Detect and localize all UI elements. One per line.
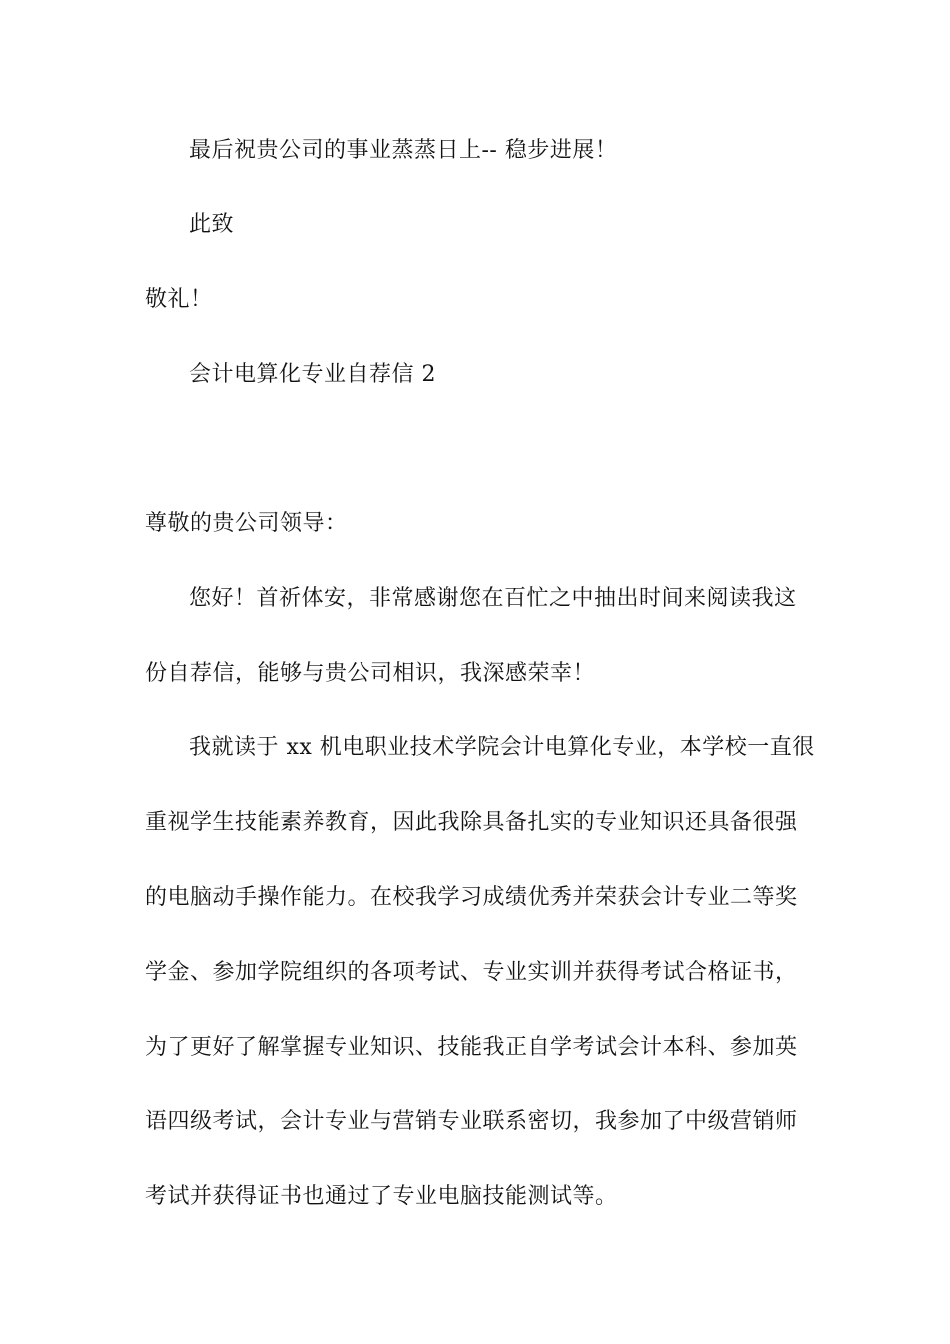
letter-heading: 会计电算化专业自荐信 2 xyxy=(189,362,436,387)
paragraph-line: 学金、参加学院组织的各项考试、专业实训并获得考试合格证书， xyxy=(145,960,798,985)
paragraph-line: 我就读于 xx 机电职业技术学院会计电算化专业，本学校一直很 xyxy=(189,735,815,760)
paragraph-line: 语四级考试，会计专业与营销专业联系密切，我参加了中级营销师 xyxy=(145,1109,798,1134)
paragraph-line: 份自荐信，能够与贵公司相识，我深感荣幸！ xyxy=(145,661,596,686)
paragraph-line: 为了更好了解掌握专业知识、技能我正自学考试会计本科、参加英 xyxy=(145,1035,798,1060)
closing-wish: 最后祝贵公司的事业蒸蒸日上-- 稳步进展！ xyxy=(189,138,618,163)
closing-salutation-jingli: 敬礼！ xyxy=(145,287,213,312)
paragraph-line: 的电脑动手操作能力。在校我学习成绩优秀并荣获会计专业二等奖 xyxy=(145,885,798,910)
paragraph-line: 您好！首祈体安，非常感谢您在百忙之中抽出时间来阅读我这 xyxy=(189,586,797,611)
paragraph-line: 考试并获得证书也通过了专业电脑技能测试等。 xyxy=(145,1184,618,1209)
paragraph-line: 重视学生技能素养教育，因此我除具备扎实的专业知识还具备很强 xyxy=(145,810,798,835)
letter-greeting: 尊敬的贵公司领导： xyxy=(145,511,348,536)
closing-salutation-cizhi: 此致 xyxy=(189,212,235,237)
